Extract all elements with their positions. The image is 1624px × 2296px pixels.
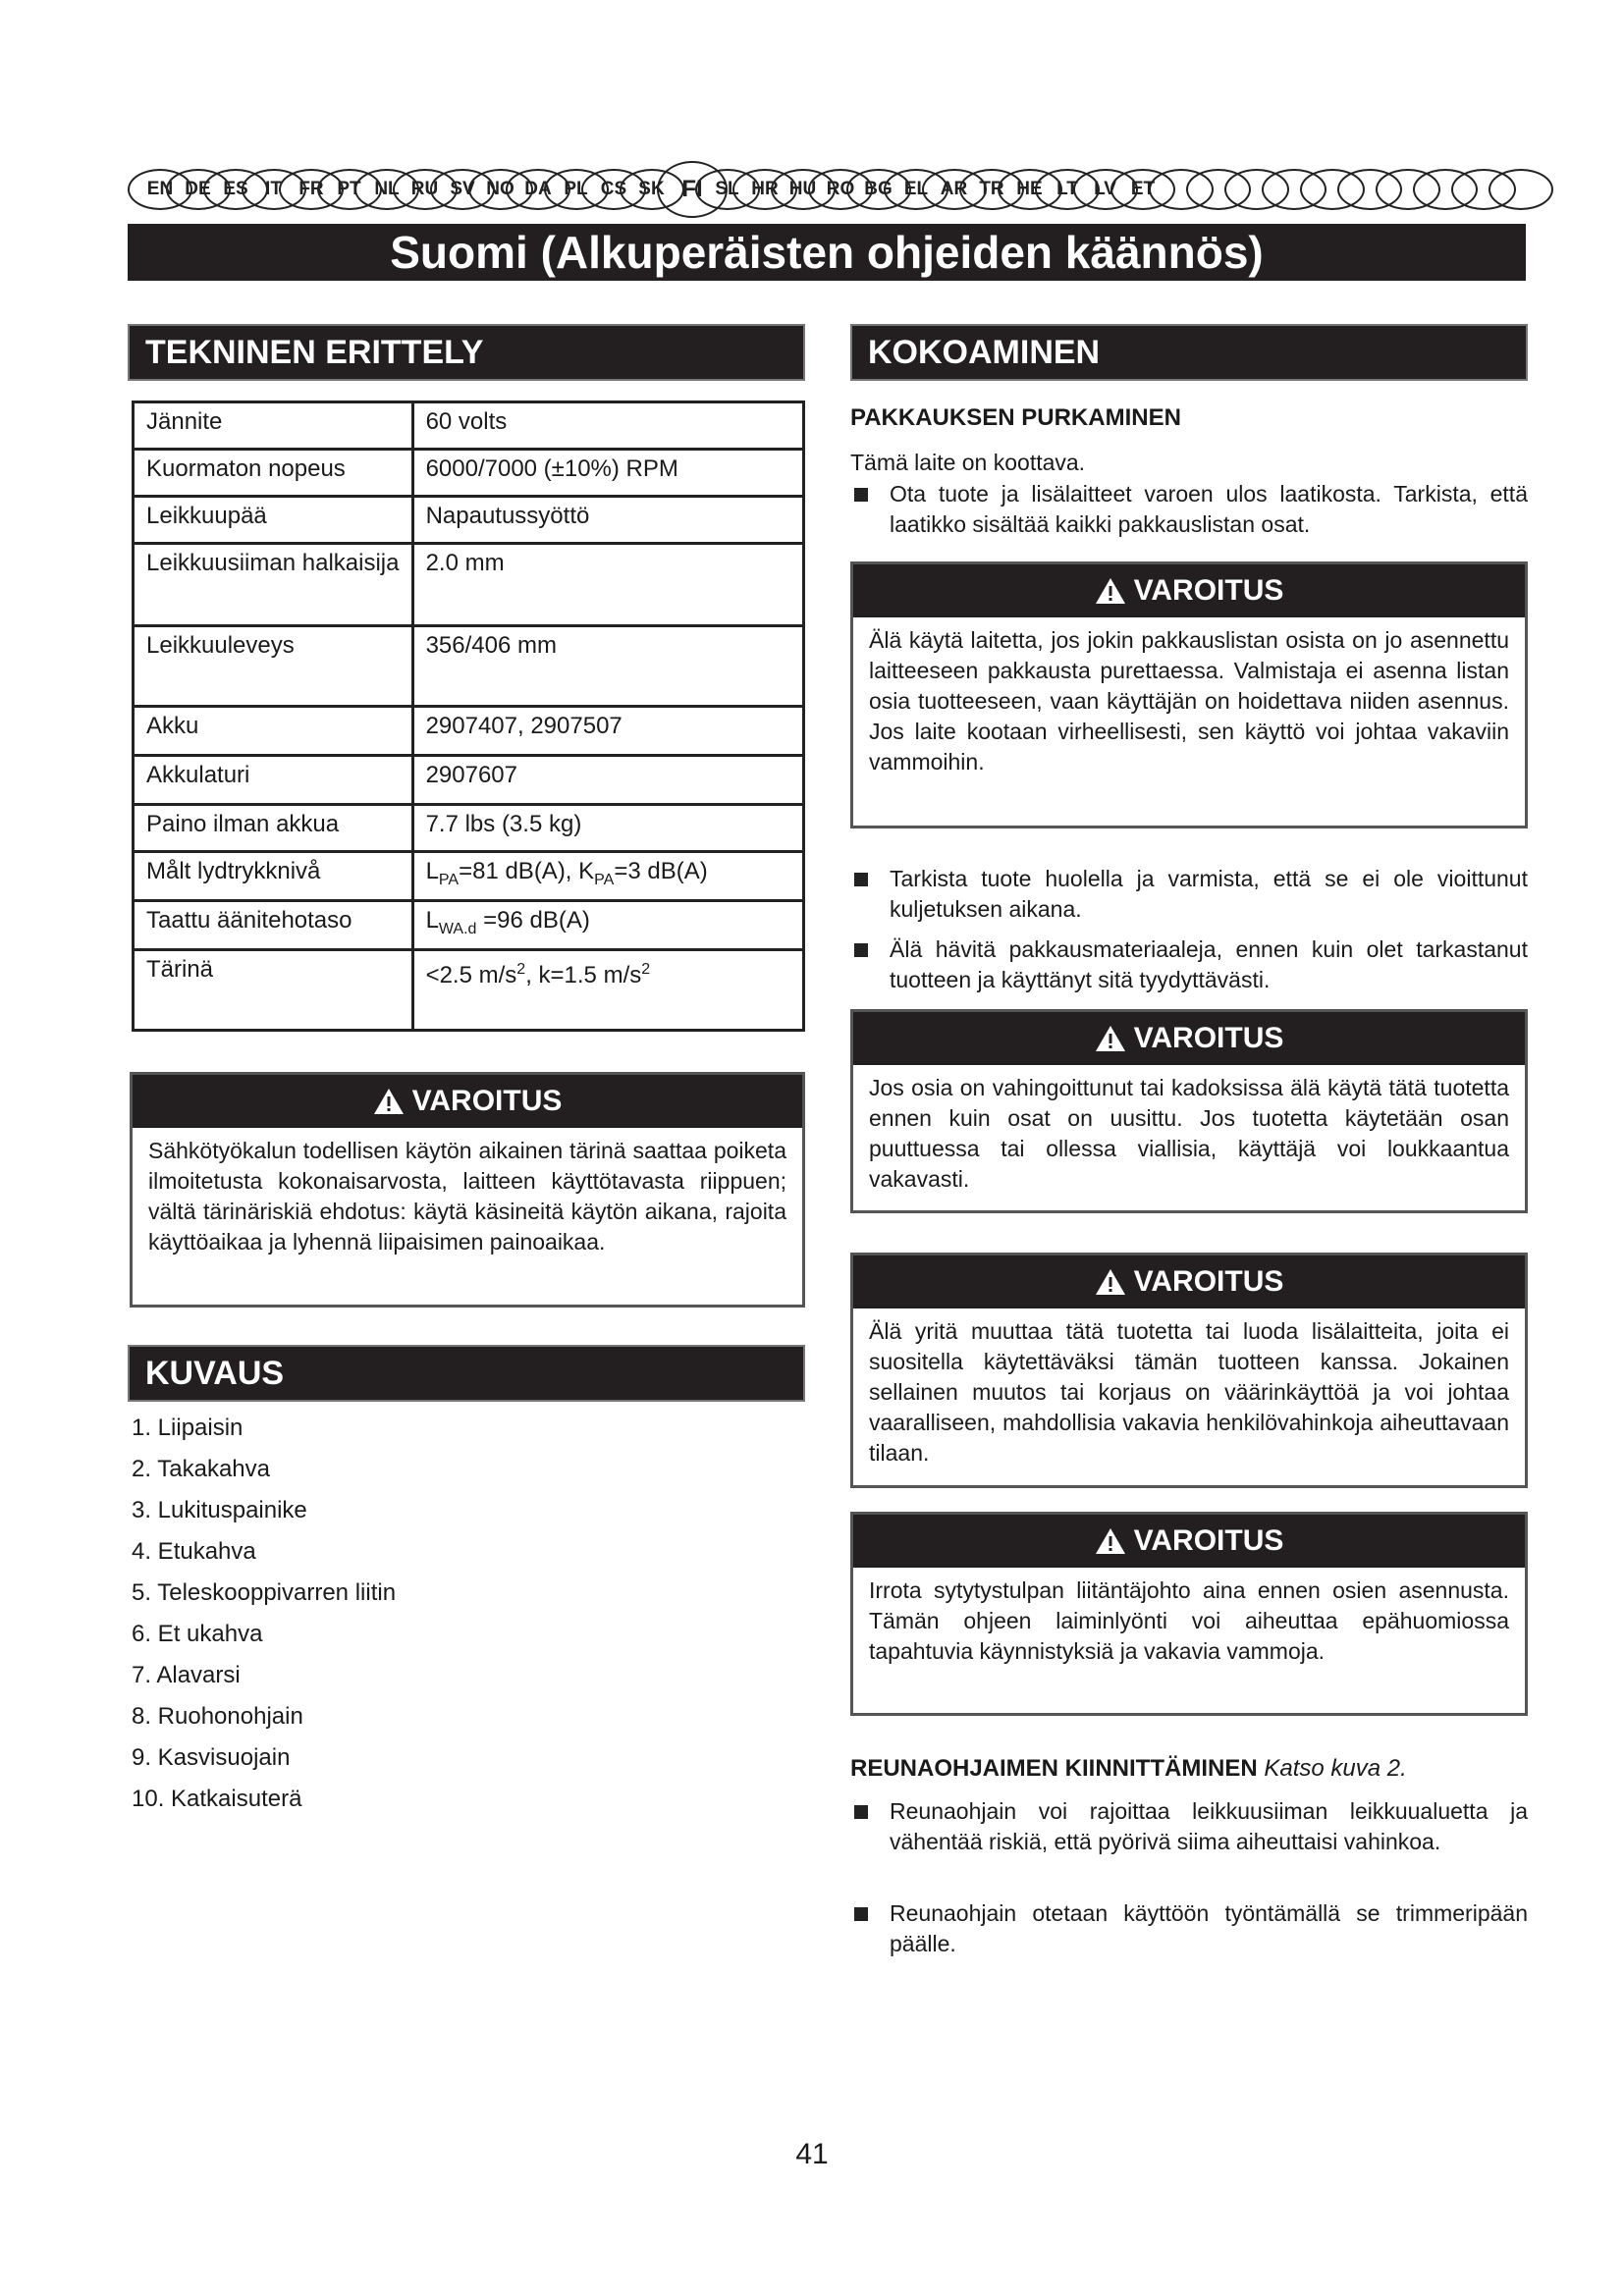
bullet-square-icon — [854, 488, 868, 502]
list-item: 2. Takakahva — [132, 1456, 270, 1482]
language-badge: HU — [771, 169, 836, 210]
language-badge: NL — [354, 169, 419, 210]
language-badge: DA — [506, 169, 570, 210]
language-badge: SV — [430, 169, 495, 210]
warning-title: VAROITUS — [1133, 1524, 1284, 1557]
bullet-item — [850, 1898, 1528, 1959]
spec-key: Leikkuuleveys — [134, 626, 413, 707]
language-badge: HR — [732, 169, 797, 210]
assembly-intro: Tämä laite on koottava. — [850, 450, 1086, 475]
warning-triangle-icon — [1095, 1025, 1126, 1052]
language-badge: RO — [808, 169, 873, 210]
list-item: 4. Etukahva — [132, 1538, 256, 1565]
table-row — [134, 402, 804, 450]
spec-key: Jännite — [134, 402, 413, 450]
warning-text: Jos osia on vahingoittunut tai kadoksissa älä käytä tätä tuotetta ennen kuin osat on uusittu. Jos tuotetta käytetään osan puuttuessa tai ollessa viallisia, käyttäjä voi loukkaantua vakavasti. — [869, 1075, 1509, 1192]
bullet-item — [850, 479, 1528, 540]
list-item: 7. Alavarsi — [132, 1662, 241, 1688]
spec-heading: TEKNINEN ERITTELY — [128, 324, 805, 381]
language-badge: NO — [468, 169, 533, 210]
spec-value: 2.0 mm — [412, 544, 803, 626]
spec-value: 356/406 mm — [412, 626, 803, 707]
language-badge: LV — [1073, 169, 1138, 210]
spec-key: Paino ilman akkua — [134, 805, 413, 852]
language-badge: ES — [203, 169, 268, 210]
table-row — [134, 756, 804, 805]
language-badge: RU — [393, 169, 458, 210]
spec-value: 6000/7000 (±10%) RPM — [412, 450, 803, 497]
warning-text: Älä yritä muuttaa tätä tuotetta tai luoda lisälaitteita, joita ei suositella käytettäväksi tämän tuotteen kanssa. Jokainen sellainen muutos tai korjaus on väärinkäyttöä ja voi johtaa vaaralliseen, mahdollisia vakavia henkilövahinkoja aiheuttavaan tilaan. — [869, 1318, 1509, 1466]
spec-key: Tärinä — [134, 949, 413, 1030]
list-item: 5. Teleskooppivarren liitin — [132, 1579, 397, 1606]
table-row — [134, 450, 804, 497]
warning-box-spark-plug — [850, 1512, 1528, 1716]
spec-value: $L_{WA.d} =96$ dB(A) — [412, 900, 803, 949]
language-badge: ET — [1110, 169, 1175, 210]
bullet-item — [850, 1796, 1528, 1857]
warning-box-vibration — [130, 1072, 805, 1308]
list-item: 3. Lukituspainike — [132, 1497, 307, 1523]
language-badge: IT — [242, 169, 306, 210]
language-badge: SL — [695, 169, 760, 210]
table-row — [134, 497, 804, 544]
warning-triangle-icon — [373, 1088, 405, 1115]
language-badge: EN — [128, 169, 192, 210]
warning-text: Irrota sytytystulpan liitäntäjohto aina ennen osien asennusta. Tämän ohjeen laiminlyönti voi aiheuttaa epähuomiossa tapahtuvia käynnistyksiä ja vakavia vammoja. — [869, 1577, 1509, 1664]
warning-triangle-icon — [1095, 577, 1126, 605]
warning-box-preassembled — [850, 561, 1528, 828]
language-badge: PL — [544, 169, 609, 210]
language-badge: SK — [620, 169, 684, 210]
language-badge: FR — [279, 169, 344, 210]
language-badge: PT — [317, 169, 382, 210]
warning-header — [133, 1075, 802, 1128]
spec-value: 7.7 lbs (3.5 kg) — [412, 805, 803, 852]
spec-key: Akku — [134, 707, 413, 756]
warning-header — [853, 1255, 1525, 1308]
warning-header — [853, 1515, 1525, 1568]
language-badge: CS — [581, 169, 646, 210]
page-number: 41 — [795, 2138, 829, 2170]
warning-triangle-icon — [1095, 1527, 1126, 1555]
table-row — [134, 949, 804, 1030]
list-item: 8. Ruohonohjain — [132, 1703, 303, 1730]
spec-key: Målt lydtrykknivå — [134, 852, 413, 901]
list-item: 9. Kasvisuojain — [132, 1744, 291, 1771]
spec-value: <2.5 $m/s^2$, k=1.5 $m/s^2$ — [412, 949, 803, 1030]
parts-list — [132, 1408, 721, 1820]
list-item: 1. Liipaisin — [132, 1415, 244, 1441]
spec-key: Kuormaton nopeus — [134, 450, 413, 497]
spec-key: Taattu äänitehotaso — [134, 900, 413, 949]
warning-text: Sähkötyökalun todellisen käytön aikainen tärinä saattaa poiketa ilmoitetusta kokonaisarvosta, laitteen käyttötavasta riippuen; vältä tärinäriskiä ehdotus: käytä käsineitä käytön aikana, rajoita käyttöaikaa ja lyhennä liipaisimen painoaikaa. — [148, 1138, 786, 1255]
language-badge: TR — [959, 169, 1024, 210]
warning-title: VAROITUS — [411, 1085, 563, 1117]
figure-reference: Katso kuva 2. — [1264, 1755, 1407, 1782]
spec-value: 2907407, 2907507 — [412, 707, 803, 756]
language-badge: DE — [166, 169, 231, 210]
language-badge: EL — [884, 169, 948, 210]
spec-table — [132, 400, 805, 1032]
language-badge: LT — [1035, 169, 1100, 210]
warning-triangle-icon — [1095, 1268, 1126, 1296]
edge-guide-title: REUNAOHJAIMEN KIINNITTÄMINEN — [850, 1755, 1258, 1782]
language-selector — [128, 169, 1522, 212]
bullet-text: Ota tuote ja lisälaitteet varoen ulos laatikosta. Tarkista, että laatikko sisältää kaikki pakkauslistan osat. — [890, 481, 1528, 537]
table-row — [134, 852, 804, 901]
table-row — [134, 805, 804, 852]
spec-value: $L_{PA}=81$ dB(A), $K_{PA}=3$ dB(A) — [412, 852, 803, 901]
table-row — [134, 626, 804, 707]
spec-key: Akkulaturi — [134, 756, 413, 805]
warning-text: Älä käytä laitetta, jos jokin pakkauslistan osista on jo asennettu laitteeseen pakkausta purettaessa. Valmistaja ei asenna listan osia tuotteeseen, vaan käyttäjän on hoidettava niiden asennus. Jos laite kootaan virheellisesti, sen käyttö voi johtaa vakaviin vammoihin. — [869, 627, 1509, 774]
spec-key: Leikkuusiiman halkaisija — [134, 544, 413, 626]
bullet-square-icon — [854, 1805, 868, 1819]
language-badge: AR — [922, 169, 987, 210]
spec-value: 60 volts — [412, 402, 803, 450]
bullet-text: Tarkista tuote huolella ja varmista, että se ei ole vioittunut kuljetuksen aikana. — [890, 866, 1528, 922]
bullet-text: Älä hävitä pakkausmateriaaleja, ennen kuin olet tarkastanut tuotteen ja käyttänyt sitä tyydyttävästi. — [890, 936, 1528, 992]
kuvaus-heading: KUVAUS — [128, 1345, 805, 1402]
spec-value: 2907607 — [412, 756, 803, 805]
bullet-item — [850, 934, 1528, 995]
language-badge: BG — [846, 169, 911, 210]
warning-title: VAROITUS — [1133, 1265, 1284, 1298]
table-row — [134, 544, 804, 626]
bullet-item — [850, 864, 1528, 925]
kokoaminen-heading: KOKOAMINEN — [850, 324, 1528, 381]
list-item: 10. Katkaisuterä — [132, 1786, 302, 1812]
table-row — [134, 900, 804, 949]
table-row — [134, 707, 804, 756]
warning-header — [853, 1012, 1525, 1065]
edge-guide-heading — [850, 1755, 1407, 1783]
bullet-text: Reunaohjain voi rajoittaa leikkuusiiman leikkuualuetta ja vähentää riskiä, että pyörivä siima aiheuttaisi vahinkoa. — [890, 1798, 1528, 1854]
warning-header — [853, 564, 1525, 617]
page-title: Suomi (Alkuperäisten ohjeiden käännös) — [128, 224, 1526, 281]
warning-box-missing-parts — [850, 1009, 1528, 1213]
bullet-square-icon — [854, 1907, 868, 1921]
warning-box-modification — [850, 1253, 1528, 1488]
language-badge: HE — [998, 169, 1062, 210]
warning-title: VAROITUS — [1133, 1022, 1284, 1054]
list-item: 6. Et ukahva — [132, 1621, 263, 1647]
unpacking-heading: PAKKAUKSEN PURKAMINEN — [850, 404, 1181, 431]
spec-key: Leikkuupää — [134, 497, 413, 544]
spec-value: Napautussyöttö — [412, 497, 803, 544]
bullet-square-icon — [854, 873, 868, 886]
bullet-text: Reunaohjain otetaan käyttöön työntämällä se trimmeripään päälle. — [890, 1900, 1528, 1956]
warning-title: VAROITUS — [1133, 574, 1284, 607]
language-badge: FI — [657, 161, 728, 218]
language-badge — [1489, 169, 1553, 210]
bullet-square-icon — [854, 943, 868, 957]
